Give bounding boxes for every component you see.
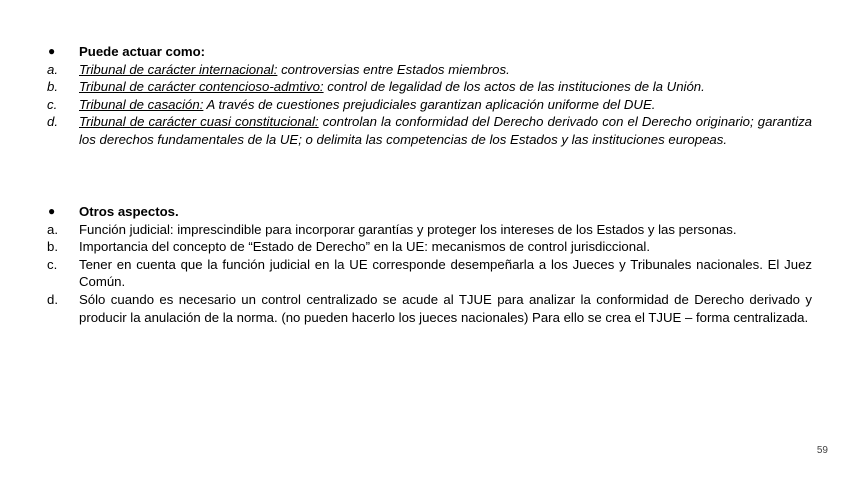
list-item-text: control de legalidad de los actos de las instituciones de la Unión. <box>323 79 705 95</box>
section-puede-actuar <box>44 43 812 149</box>
list-marker: c. <box>47 96 58 112</box>
list-item <box>44 61 812 79</box>
list-item-text: controlan la conformidad del Derecho derivado con el Derecho originario; garantiza los derechos fundamentales de la UE; o delimita las competencias de los Estados y las instituciones europeas. <box>79 114 813 147</box>
list-marker: d. <box>47 291 58 307</box>
list-item <box>44 256 812 291</box>
list-item-text: A través de cuestiones prejudiciales garantizan aplicación uniforme del DUE. <box>203 96 656 112</box>
list-item-text: Importancia del concepto de “Estado de Derecho” en la UE: mecanismos de control jurisdiccional. <box>79 239 651 255</box>
bullet-marker: ● <box>48 44 56 58</box>
list-item-text: controversias entre Estados miembros. <box>277 61 510 77</box>
list-item <box>44 221 812 239</box>
bullet-marker: ● <box>48 204 56 218</box>
list-item <box>44 291 812 326</box>
list-item <box>44 113 812 148</box>
section-heading-row <box>44 203 812 221</box>
page-number: 59 <box>816 445 828 456</box>
section-heading: Puede actuar como: <box>79 44 206 59</box>
list-item-term: Tribunal de casación: <box>79 96 204 112</box>
section-heading-row <box>44 43 812 61</box>
list-item <box>44 238 812 256</box>
list-item <box>44 78 812 96</box>
list-item-term: Tribunal de carácter internacional: <box>79 61 278 77</box>
list-item-term: Tribunal de carácter cuasi constitucional: <box>79 114 319 130</box>
list-marker: c. <box>47 256 58 272</box>
list-marker: a. <box>47 61 58 77</box>
list-marker: d. <box>47 114 58 130</box>
list-marker: b. <box>47 79 58 95</box>
section-otros-aspectos <box>44 203 812 326</box>
list-item-text: Función judicial: imprescindible para incorporar garantías y proteger los intereses de los Estados y las personas. <box>79 221 737 237</box>
list-item-term: Tribunal de carácter contencioso-admtivo: <box>79 79 324 95</box>
list-item <box>44 96 812 114</box>
list-marker: a. <box>47 221 58 237</box>
list-marker: b. <box>47 239 58 255</box>
list-item-text: Sólo cuando es necesario un control centralizado se acude al TJUE para analizar la conformidad de Derecho derivado y producir la anulación de la norma. (no pueden hacerlo los jueces nacionales) Para ello se crea el TJUE – forma centralizada. <box>79 291 812 325</box>
section-heading: Otros aspectos. <box>79 204 179 219</box>
list-item-text: Tener en cuenta que la función judicial en la UE corresponde desempeñarla a los Jueces y Tribunales nacionales. El Juez Común. <box>79 256 812 290</box>
